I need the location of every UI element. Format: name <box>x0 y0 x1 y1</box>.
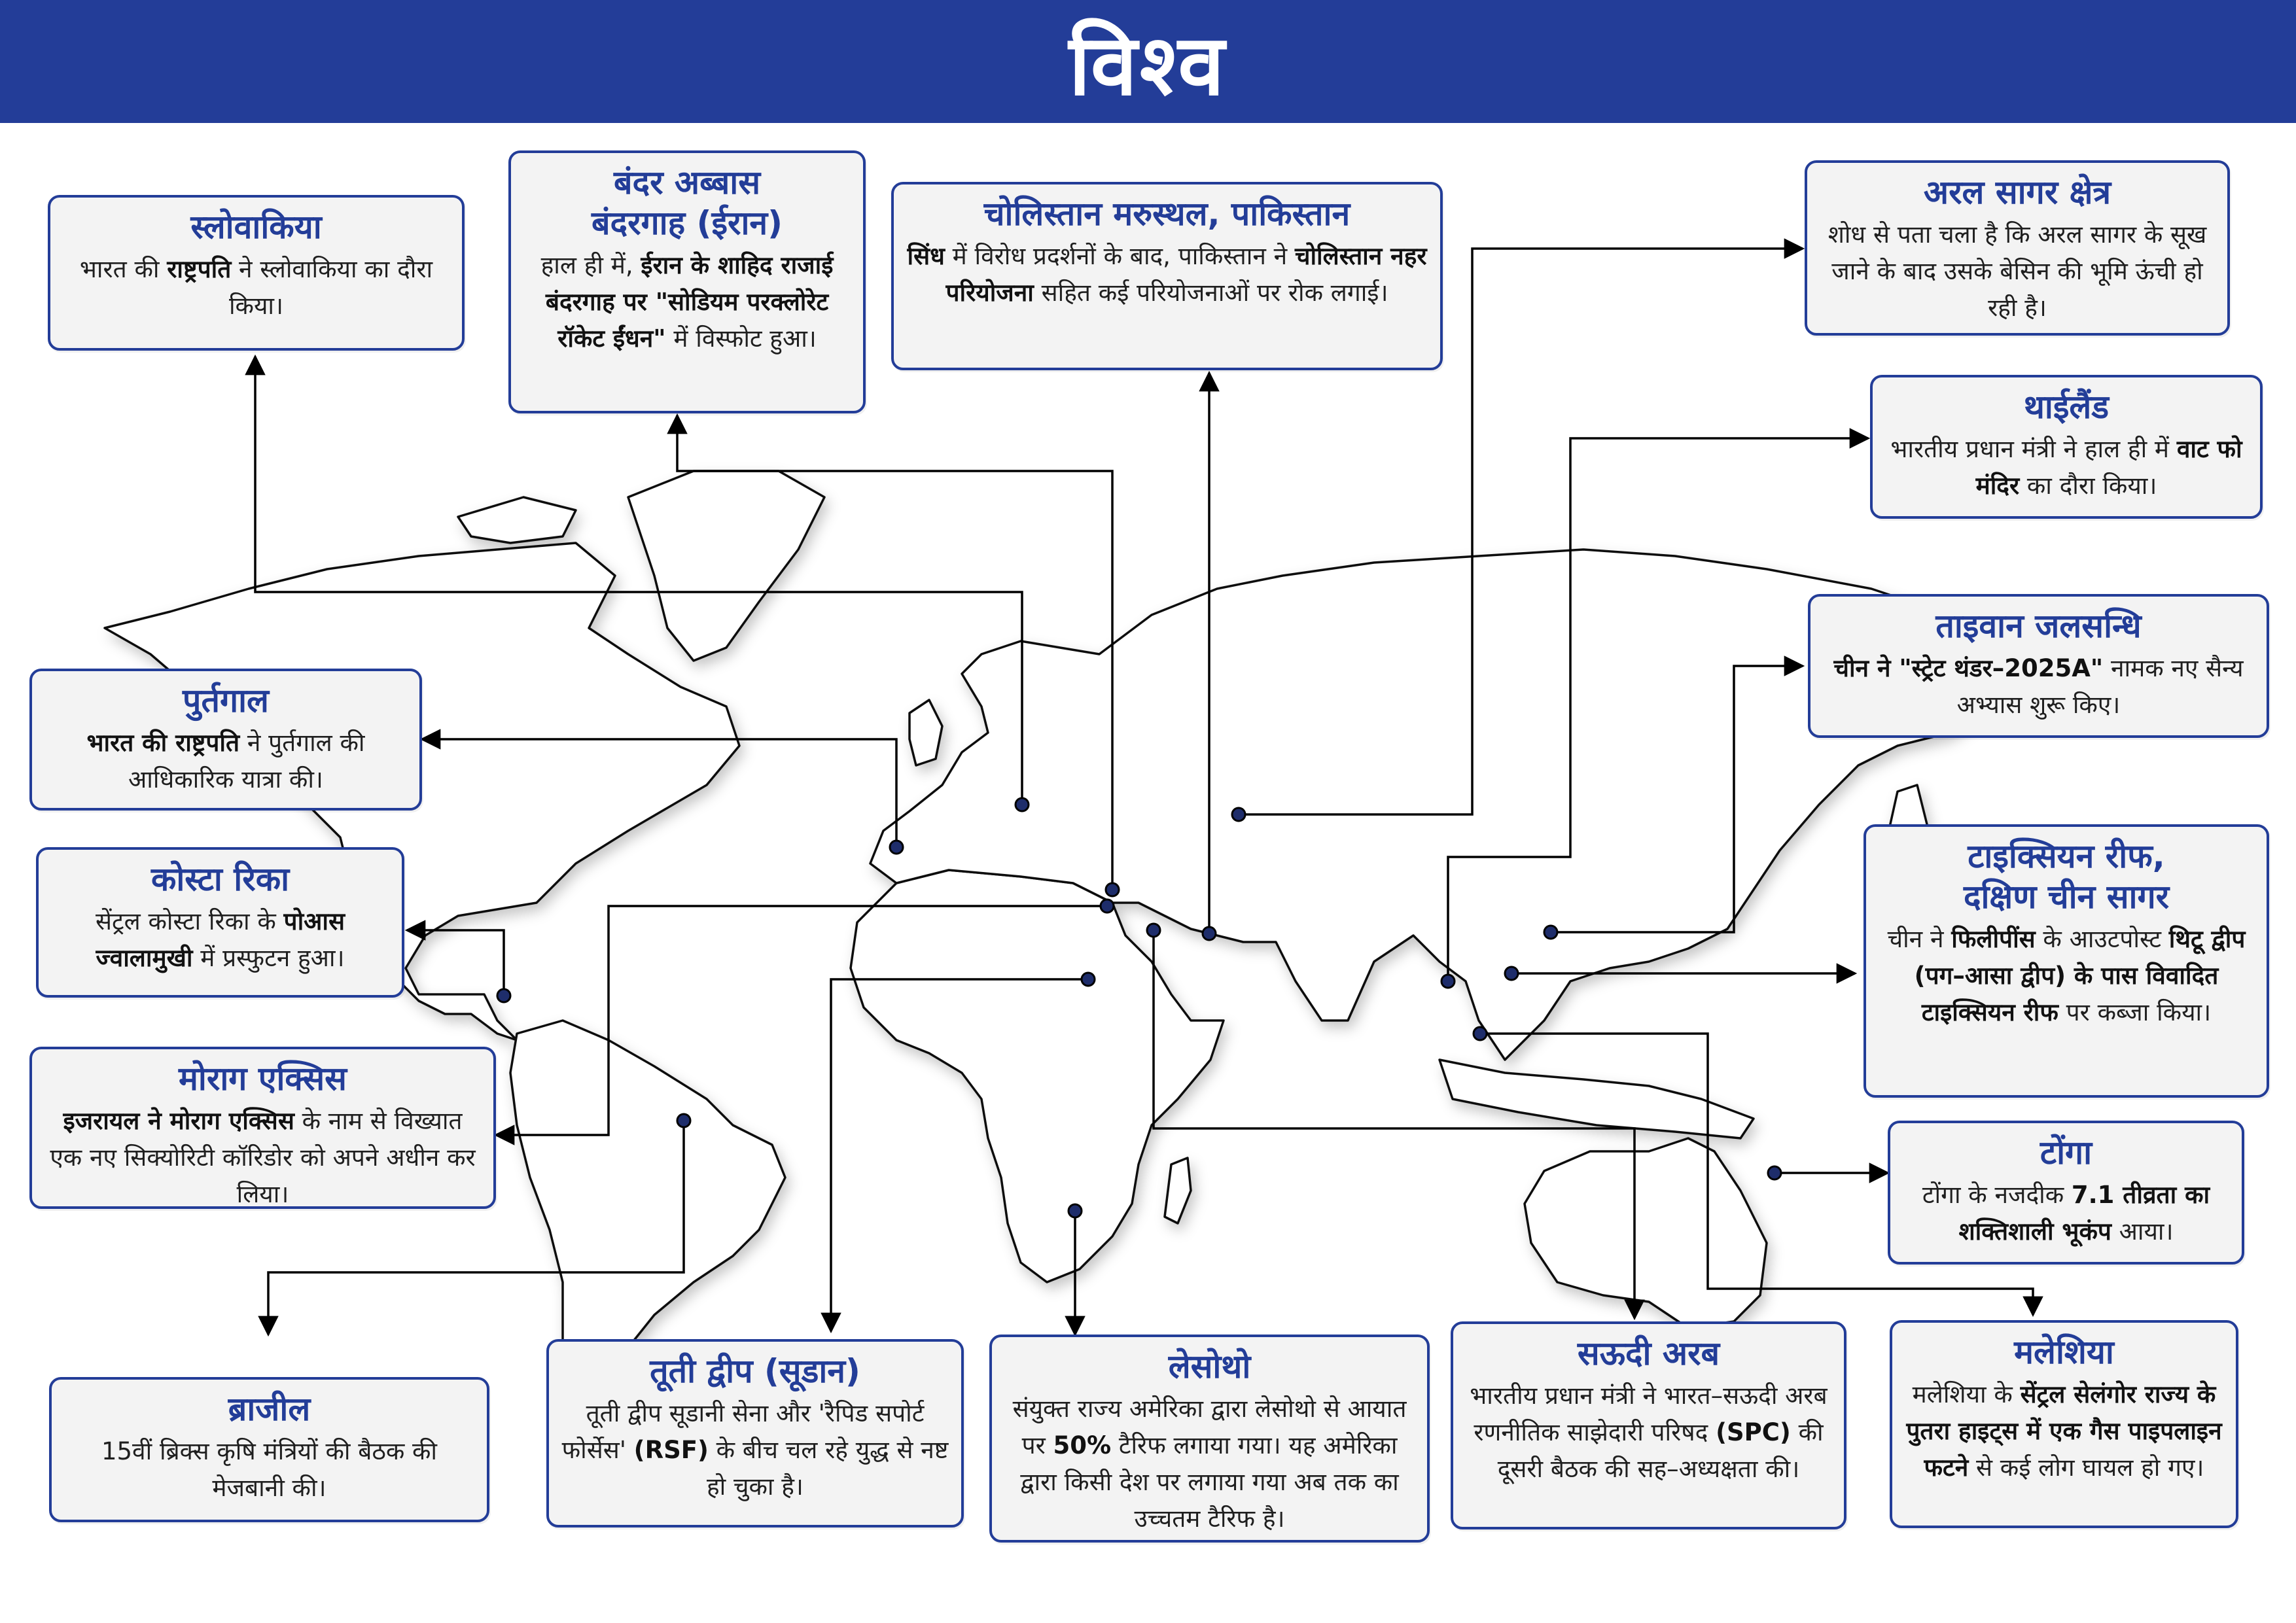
southeast-asia-islands-shape <box>1439 1060 1754 1138</box>
card-title: सऊदी अरब <box>1577 1335 1720 1372</box>
card-title: मोराग एक्सिस <box>179 1060 347 1098</box>
marker-saudi <box>1147 924 1160 937</box>
card-title: स्लोवाकिया <box>190 208 322 246</box>
marker-slovakia <box>1016 798 1029 811</box>
card-cholistan <box>891 182 1443 370</box>
card-title: ब्राजील <box>228 1390 311 1428</box>
marker-lesotho <box>1069 1204 1082 1217</box>
card-bandar-abbas <box>508 150 866 413</box>
card-aral <box>1805 160 2230 336</box>
card-body: भारत की राष्ट्रपति ने पुर्तगाल की आधिकारिक यात्रा की। <box>86 729 365 794</box>
card-tuti-island <box>546 1339 964 1527</box>
card-saudi-arabia <box>1451 1321 1846 1529</box>
marker-cholistan <box>1203 927 1216 940</box>
card-costa-rica <box>36 847 404 998</box>
card-title: टोंगा <box>2040 1134 2093 1172</box>
card-body: भारतीय प्रधान मंत्री ने हाल ही में वाट फो मंदिर का दौरा किया। <box>1890 435 2242 500</box>
card-body: 15वीं ब्रिक्स कृषि मंत्रियों की बैठक की मेजबानी की। <box>101 1437 438 1502</box>
card-title: चोलिस्तान मरुस्थल, पाकिस्तान <box>983 195 1351 233</box>
card-title: कोस्टा रिका <box>150 860 290 898</box>
card-title: अरल सागर क्षेत्र <box>1923 173 2111 211</box>
card-triton-reef <box>1863 824 2269 1098</box>
card-slovakia <box>48 195 465 351</box>
marker-tuti <box>1082 973 1095 986</box>
card-body: सेंट्रल कोस्टा रिका के पोआस ज्वालामुखी में प्रस्फुटन हुआ। <box>96 907 345 972</box>
marker-tonga <box>1768 1166 1781 1179</box>
card-body: चीन ने "स्ट्रेट थंडर–2025A" नामक नए सैन्य अभ्यास शुरू किए। <box>1833 654 2244 719</box>
marker-brazil <box>677 1114 690 1127</box>
card-title: लेसोथो <box>1168 1348 1251 1386</box>
card-body: शोध से पता चला है कि अरल सागर के सूख जाने के बाद उसके बेसिन की भूमि ऊंची हो रही है। <box>1828 220 2207 322</box>
card-thailand <box>1870 375 2263 519</box>
card-title: ताइवान जलसन्धि <box>1935 607 2142 645</box>
card-body: चीन ने फिलीपींस के आउटपोस्ट थिटू द्वीप (पग–आसा द्वीप) के पास विवादित टाइक्सियन रीफ पर कब्जा किया। <box>1887 925 2246 1026</box>
card-body: संयुक्त राज्य अमेरिका द्वारा लेसोथो से आयात पर 50% टैरिफ लगाया गया। यह अमेरिका द्वारा किसी देश पर लगाया गया अब तक का उच्चतम टैरिफ है। <box>1012 1395 1407 1533</box>
card-morag <box>29 1047 496 1209</box>
marker-morag <box>1101 899 1114 913</box>
card-malaysia <box>1890 1320 2238 1528</box>
madagascar-shape <box>1165 1158 1191 1223</box>
card-body: टोंगा के नजदीक 7.1 तीव्रता का शक्तिशाली भूकंप आया। <box>1922 1181 2210 1246</box>
card-taiwan <box>1808 594 2269 738</box>
card-body: तूती द्वीप सूडानी सेना और 'रैपिड सपोर्ट फोर्सेस' (RSF) के बीच चल रहे युद्ध से नष्ट हो चुका है। <box>561 1399 949 1501</box>
card-body: सिंध में विरोध प्रदर्शनों के बाद, पाकिस्तान ने चोलिस्तान नहर परियोजना सहित कई परियोजनाओं पर रोक लगाई। <box>907 242 1427 307</box>
card-lesotho <box>989 1335 1430 1543</box>
uk-shape <box>910 700 942 765</box>
card-title: तूती द्वीप (सूडान) <box>650 1352 860 1390</box>
card-body: मलेशिया के सेंट्रल सेलंगोर राज्य के पुतरा हाइट्स में एक गैस पाइपलाइन फटने से कई लोग घायल हो गए। <box>1906 1380 2222 1482</box>
marker-taiwan <box>1544 926 1557 939</box>
card-portugal <box>29 669 422 811</box>
card-body: हाल ही में, ईरान के शाहिद राजाई बंदरगाह पर "सोडियम परक्लोरेट रॉकेट ईंधन" में विस्फोट हुआ। <box>540 251 834 353</box>
marker-bandar-abbas <box>1106 883 1119 896</box>
page-title: विश्व <box>1069 16 1227 114</box>
card-body: भारत की राष्ट्रपति ने स्लोवाकिया का दौरा किया। <box>79 255 433 320</box>
card-title: पुर्तगाल <box>183 682 269 720</box>
greenland-shape <box>628 471 824 661</box>
card-brazil <box>49 1377 489 1522</box>
australia-shape <box>1525 1138 1767 1328</box>
marker-portugal <box>890 841 903 854</box>
card-title: थाईलैंड <box>2023 388 2110 426</box>
card-tonga <box>1888 1121 2244 1265</box>
marker-aral <box>1232 808 1245 821</box>
marker-thailand <box>1441 975 1455 988</box>
arctic-islands-shape <box>458 497 576 543</box>
card-title: बंदर अब्बास बंदरगाह (ईरान) <box>591 164 783 242</box>
card-body: इजरायल ने मोराग एक्सिस के नाम से विख्यात एक नए सिक्योरिटी कॉरिडोर को अपने अधीन कर लिया। <box>50 1107 476 1208</box>
marker-triton <box>1505 967 1518 980</box>
marker-malaysia <box>1474 1027 1487 1040</box>
card-body: भारतीय प्रधान मंत्री ने भारत–सऊदी अरब रणनीतिक साझेदारी परिषद (SPC) की दूसरी बैठक की सह–अध्यक्षता की। <box>1470 1382 1828 1483</box>
page-header <box>0 0 2296 123</box>
africa-shape <box>851 870 1224 1282</box>
card-title: टाइक्सियन रीफ, दक्षिण चीन सागर <box>1963 837 2170 916</box>
marker-costa-rica <box>497 989 510 1002</box>
card-title: मलेशिया <box>2014 1333 2114 1371</box>
